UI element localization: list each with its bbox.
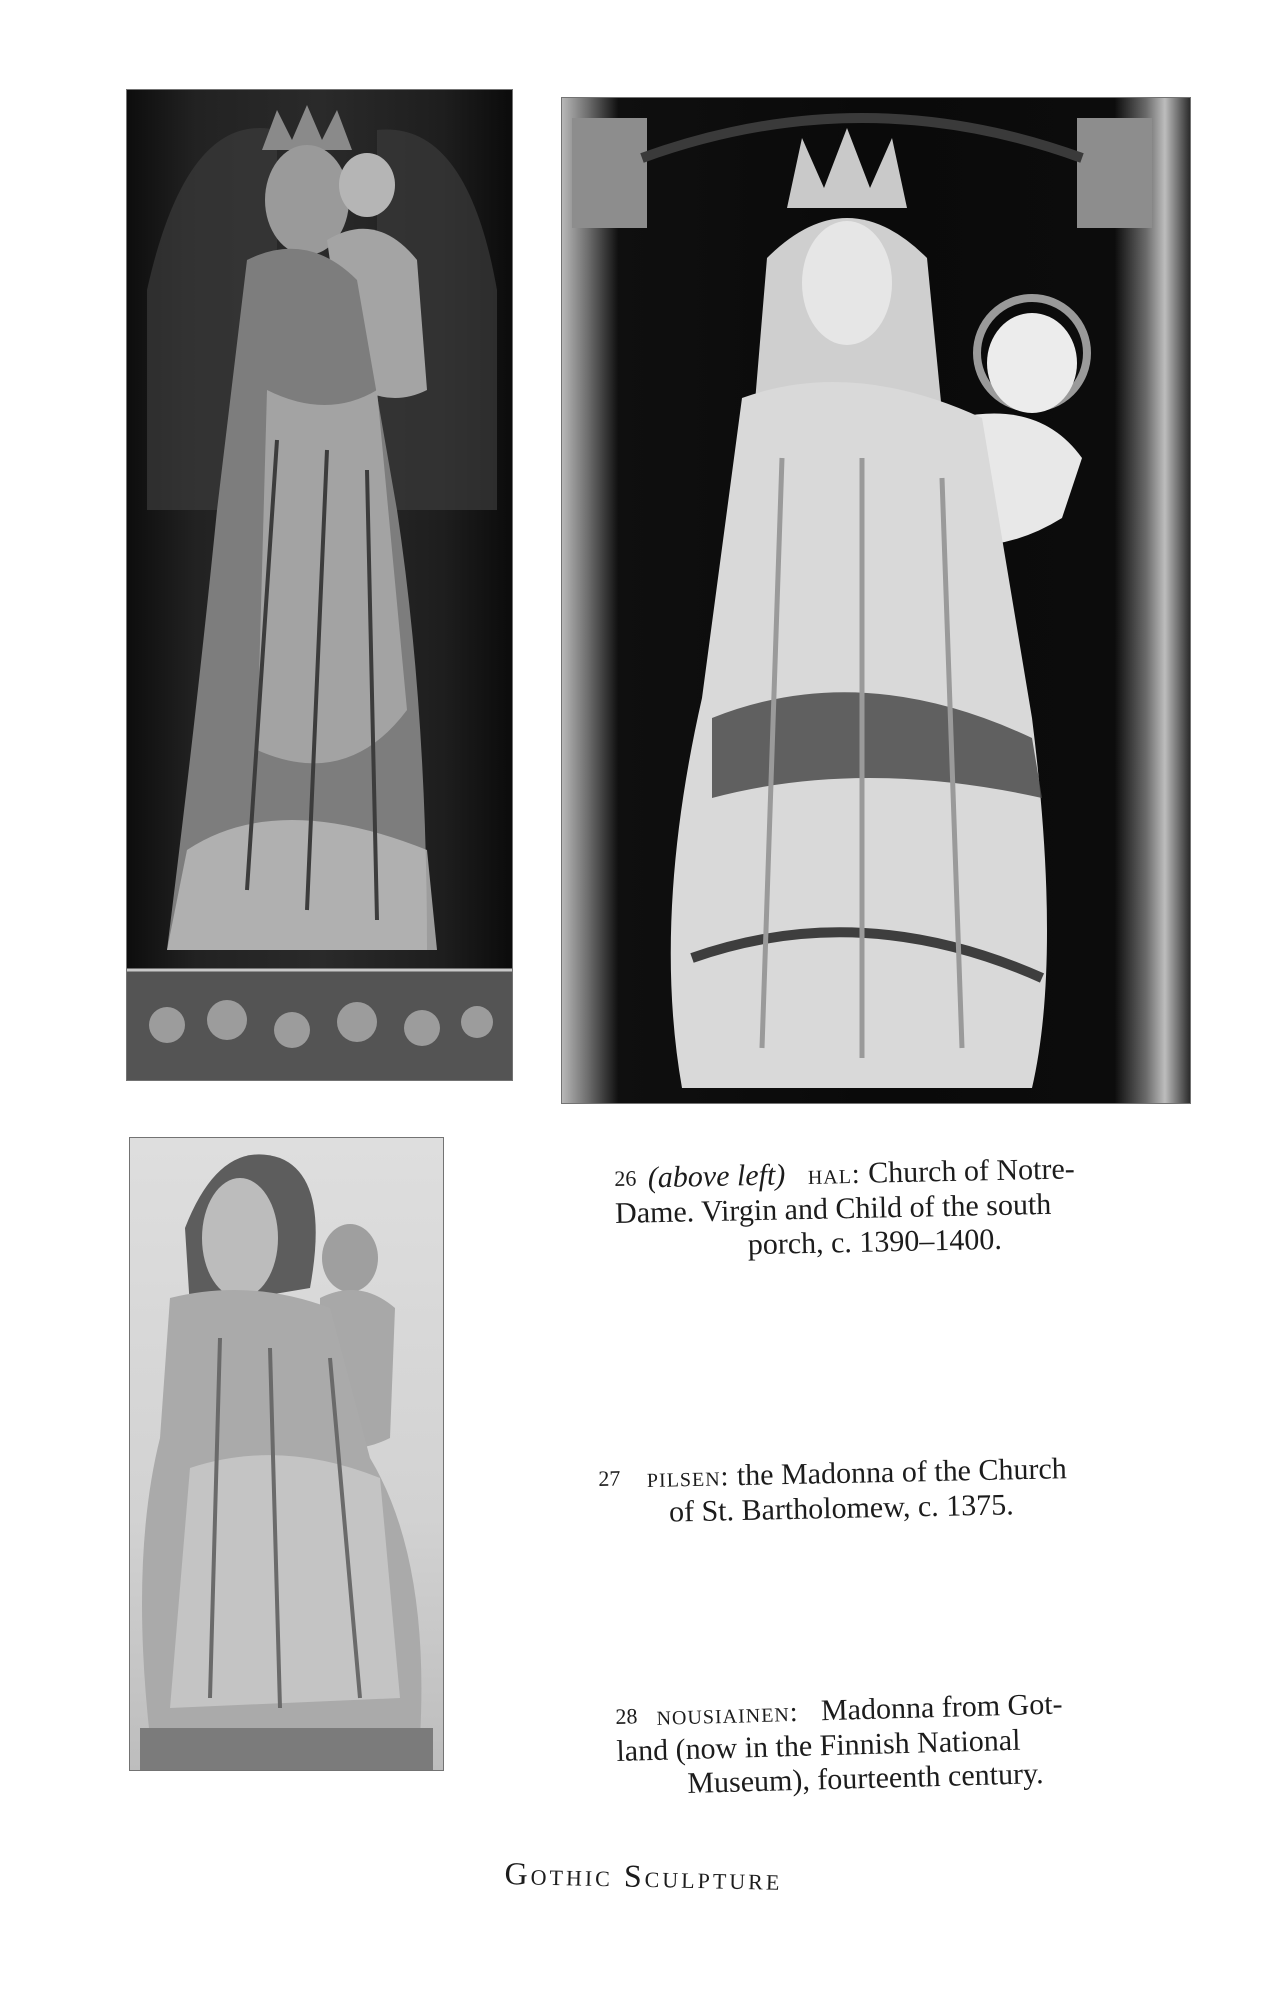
running-title: Gothic Sculpture xyxy=(504,1855,783,1897)
caption-27-number: 27 xyxy=(598,1465,621,1491)
caption-26-line1: Church of Notre- xyxy=(867,1152,1076,1190)
plate-28-photo xyxy=(130,1138,443,1770)
caption-plate-27 xyxy=(598,1450,1159,1531)
plate-27-photo xyxy=(562,98,1190,1103)
caption-28-line1: Madonna from Got- xyxy=(820,1687,1063,1728)
caption-26-line3: porch, c. 1390–1400. xyxy=(747,1222,1003,1262)
plate-28-artwork xyxy=(130,1138,443,1770)
caption-28-line3: Museum), fourteenth century. xyxy=(686,1757,1044,1801)
plate-27-artwork xyxy=(562,98,1190,1103)
caption-28-line2: land (now in the Finnish National xyxy=(615,1723,1021,1768)
caption-27-line2: of St. Bartholomew, c. 1375. xyxy=(668,1488,1015,1529)
caption-26-position-note: (above left) xyxy=(647,1158,786,1195)
caption-26-number: 26 xyxy=(614,1165,637,1191)
caption-27-line1: the Madonna of the Church xyxy=(736,1452,1068,1493)
caption-plate-26 xyxy=(614,1151,1156,1265)
caption-26-place: hal: xyxy=(807,1158,861,1191)
caption-26-line2: Dame. Virgin and Child of the south xyxy=(614,1187,1052,1230)
caption-28-place: nousiainen: xyxy=(656,1696,799,1732)
plate-26-photo xyxy=(127,90,512,1080)
caption-plate-28 xyxy=(615,1685,1163,1803)
caption-27-place: pilsen: xyxy=(646,1461,730,1494)
caption-28-number: 28 xyxy=(615,1703,638,1729)
plate-26-artwork xyxy=(127,90,512,1080)
